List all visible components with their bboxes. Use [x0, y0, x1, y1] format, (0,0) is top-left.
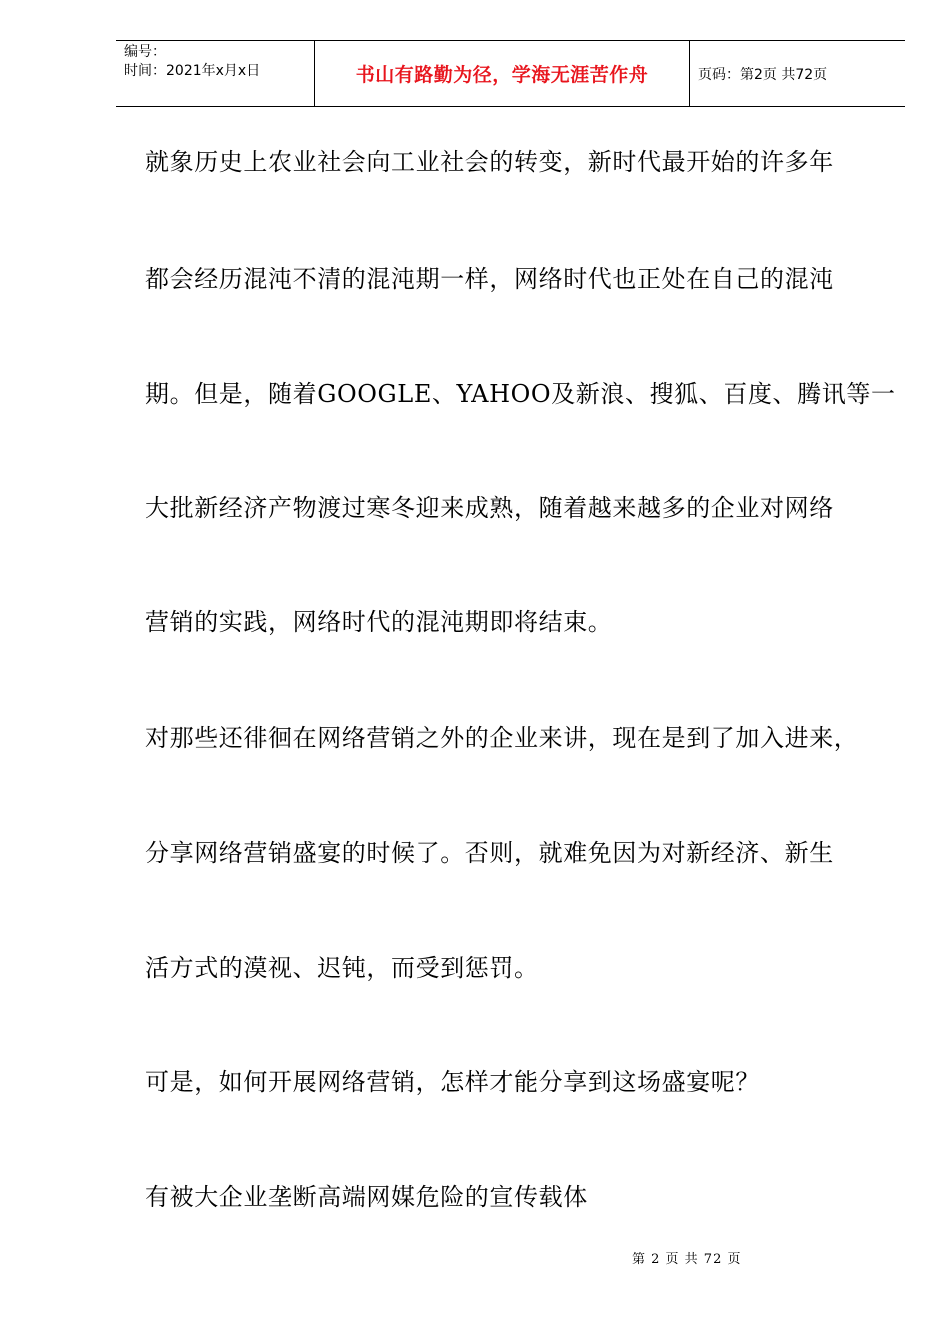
page-footer: 第 2 页 共 72 页	[632, 1252, 742, 1267]
body-line-5: 营销的实践，网络时代的混沌期即将结束。	[145, 608, 613, 636]
body-line-2: 都会经历混沌不清的混沌期一样，网络时代也正处在自己的混沌	[145, 265, 834, 293]
body-line-7: 分享网络营销盛宴的时候了。否则，就难免因为对新经济、新生	[145, 839, 834, 867]
motto-text: 书山有路勤为径，学海无涯苦作舟	[355, 64, 649, 86]
time-label: 时间：2021年x月x日	[124, 63, 261, 79]
doc-number-label: 编号：	[124, 44, 166, 60]
body-line-4: 大批新经济产物渡过寒冬迎来成熟，随着越来越多的企业对网络	[145, 494, 834, 522]
body-line-3: 期。但是，随着GOOGLE、YAHOO及新浪、搜狐、百度、腾讯等一	[145, 380, 896, 408]
header-meta-cell	[116, 41, 315, 106]
page-header	[116, 40, 905, 107]
page-info: 页码：第2页 共72页	[698, 66, 828, 83]
body-line-8: 活方式的漠视、迟钝，而受到惩罚。	[145, 954, 539, 982]
header-page-cell	[690, 41, 905, 106]
header-motto-cell	[315, 41, 690, 106]
body-line-9: 可是，如何开展网络营销，怎样才能分享到这场盛宴呢？	[145, 1068, 760, 1096]
body-line-6: 对那些还徘徊在网络营销之外的企业来讲，现在是到了加入进来，	[145, 724, 859, 752]
body-line-1: 就象历史上农业社会向工业社会的转变，新时代最开始的许多年	[145, 148, 834, 176]
body-line-10: 有被大企业垄断高端网媒危险的宣传载体	[145, 1183, 588, 1211]
